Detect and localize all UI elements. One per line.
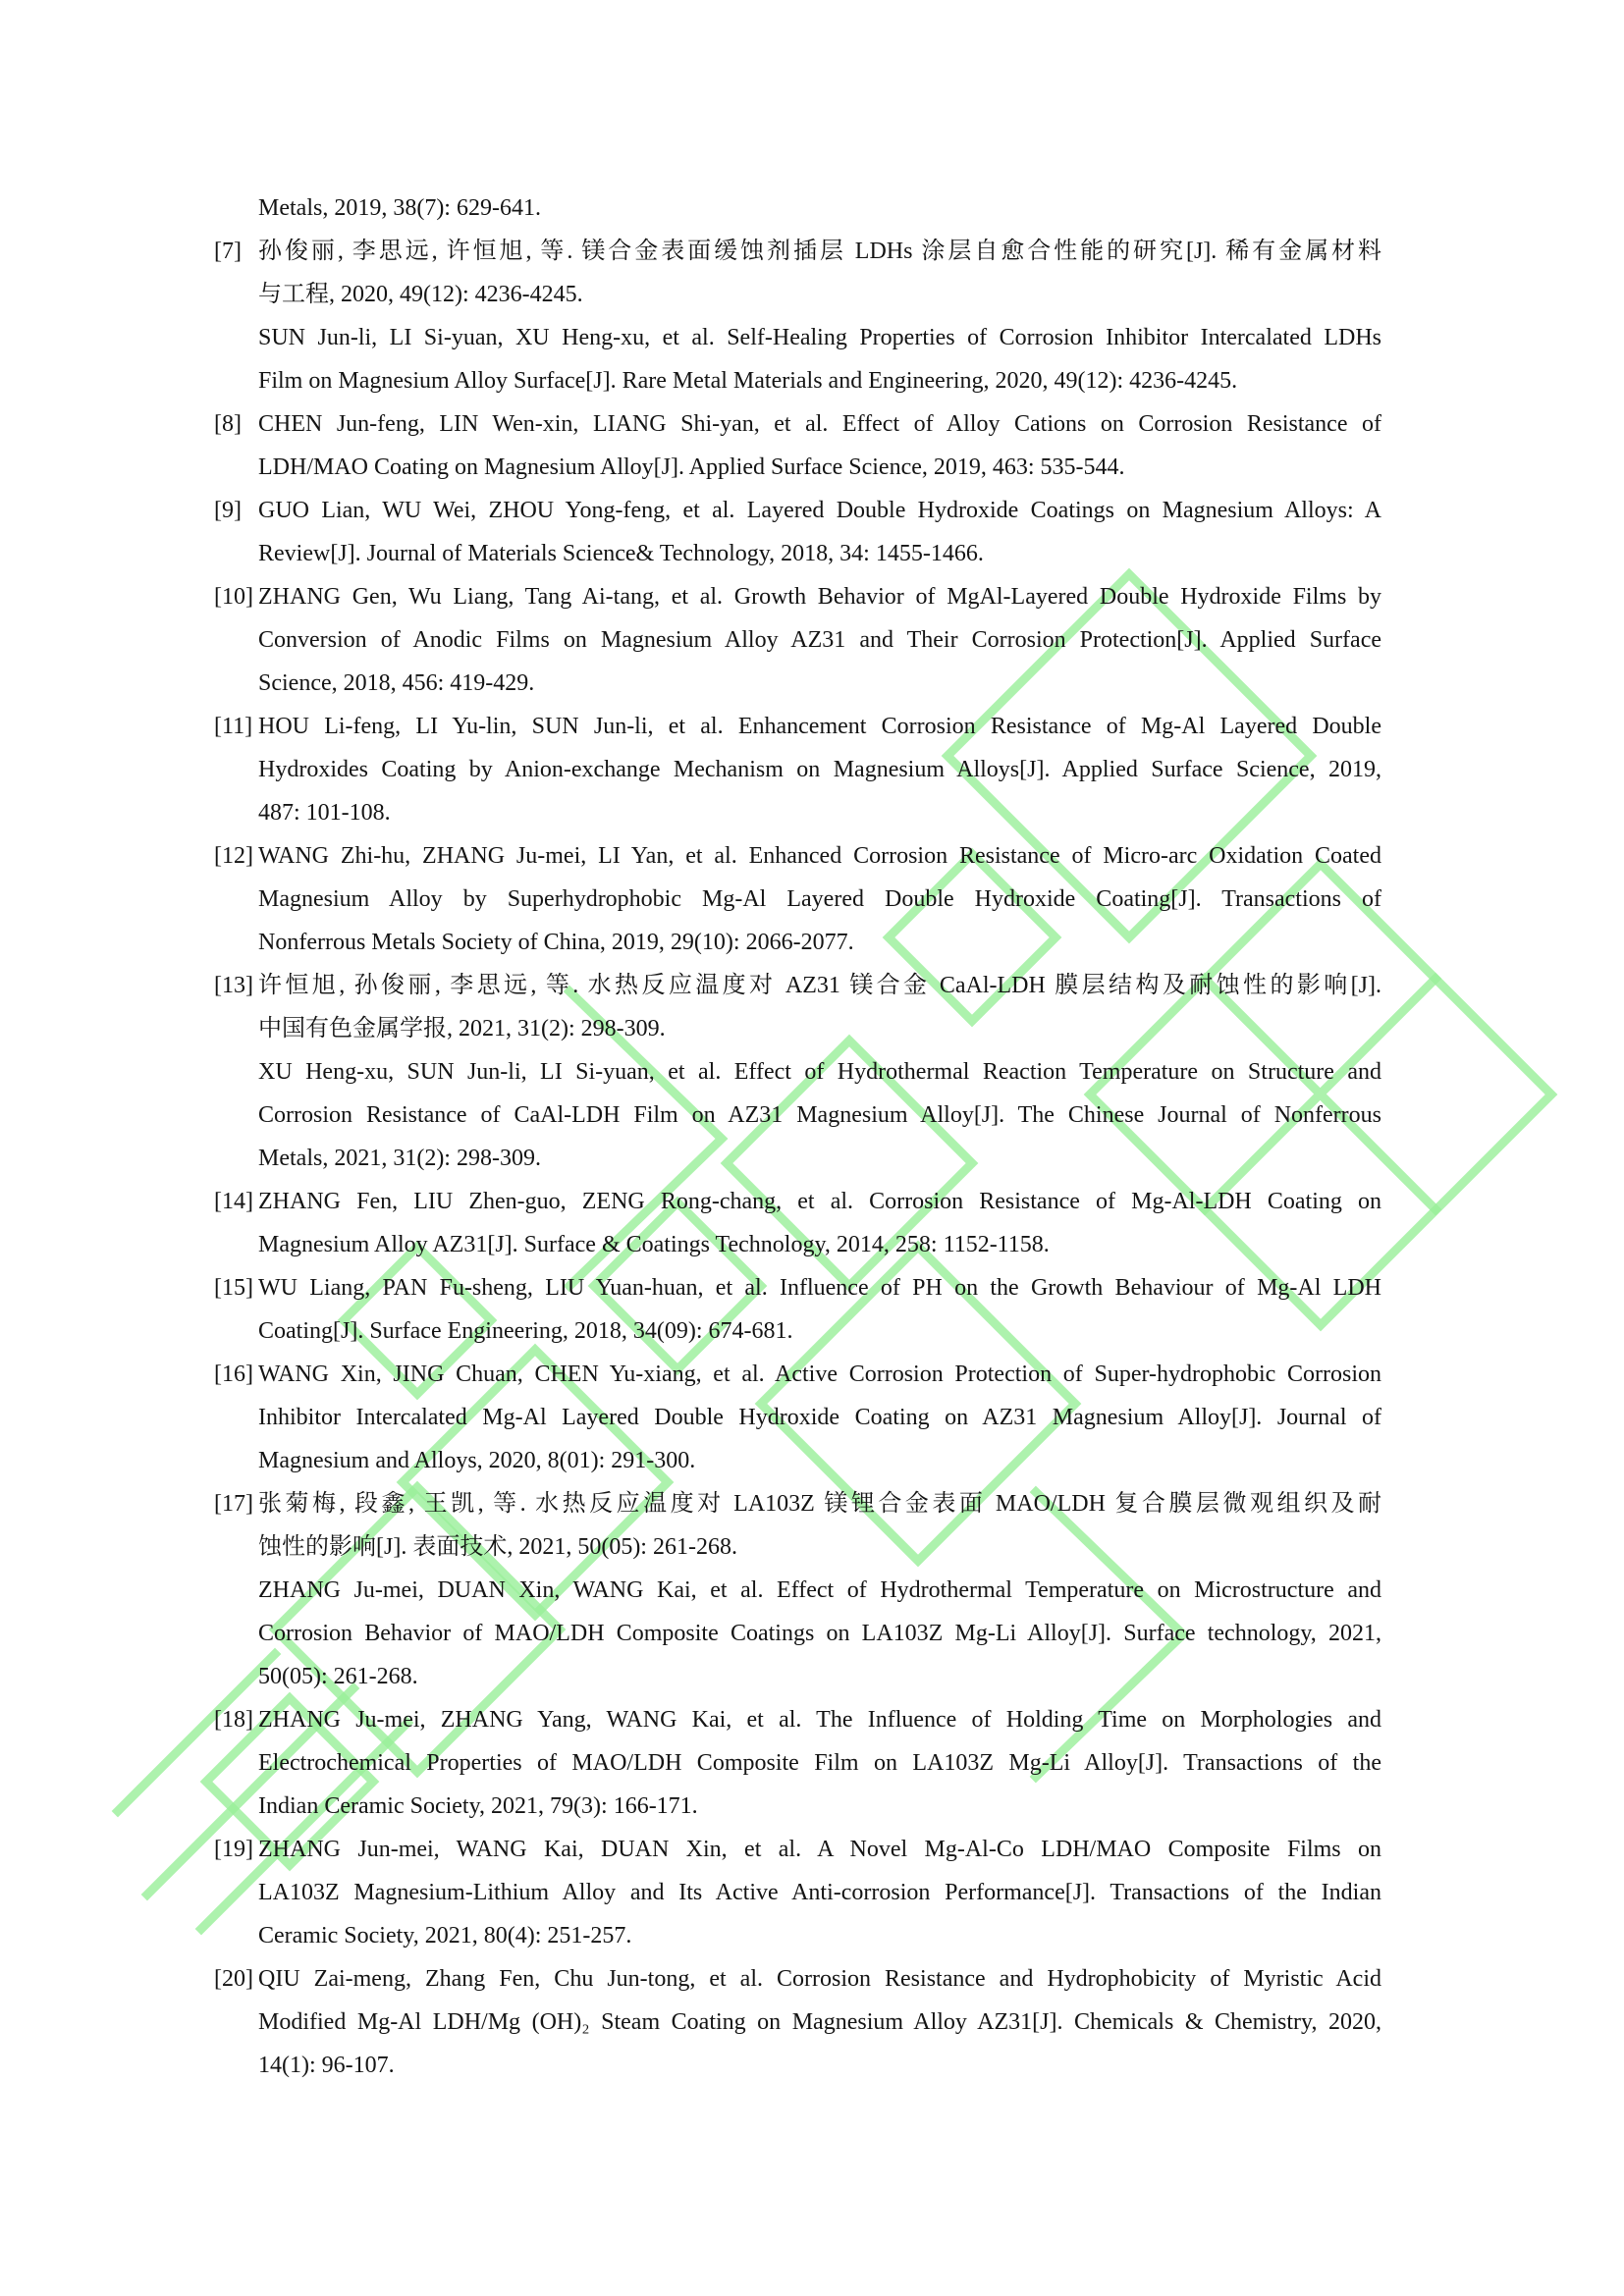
reference-line: Coating[J]. Surface Engineering, 2018, 34(09): 674-681. [258,1318,793,1344]
reference-number: [9] [214,498,242,523]
reference-line: Metals, 2021, 31(2): 298-309. [258,1146,541,1171]
reference-line: ZHANG Gen, Wu Liang, Tang Ai-tang, et al. Growth Behavior of MgAl-Layered Double Hydroxide Films by [258,584,1381,610]
reference-line: 张菊梅, 段鑫, 王凯, 等. 水热反应温度对 LA103Z 镁锂合金表面 MAO/LDH 复合膜层微观组织及耐 [258,1491,1381,1517]
reference-body [258,1828,1381,1957]
reference-line: ZHANG Ju-mei, ZHANG Yang, WANG Kai, et al. The Influence of Holding Time on Morphologies and [258,1707,1381,1733]
reference-line: WU Liang, PAN Fu-sheng, LIU Yuan-huan, et al. Influence of PH on the Growth Behaviour of Mg-Al LDH [258,1275,1381,1301]
reference-body [258,402,1381,489]
reference-line: Ceramic Society, 2021, 80(4): 251-257. [258,1923,632,1949]
reference-line: 与工程, 2020, 49(12): 4236-4245. [258,282,583,307]
reference-line: Science, 2018, 456: 419-429. [258,670,535,696]
reference-line: Hydroxides Coating by Anion-exchange Mechanism on Magnesium Alloys[J]. Applied Surface Science, 2019, [258,757,1381,782]
reference-line: QIU Zai-meng, Zhang Fen, Chu Jun-tong, et al. Corrosion Resistance and Hydrophobicity of Myristic Acid [258,1966,1381,1992]
reference-body [258,1957,1381,2087]
reference-line: LDH/MAO Coating on Magnesium Alloy[J]. Applied Surface Science, 2019, 463: 535-544. [258,454,1125,480]
reference-line: Film on Magnesium Alloy Surface[J]. Rare Metal Materials and Engineering, 2020, 49(12): 4236-4245. [258,368,1238,394]
reference-line: 中国有色金属学报, 2021, 31(2): 298-309. [258,1016,666,1041]
reference-line: Nonferrous Metals Society of China, 2019, 29(10): 2066-2077. [258,930,854,955]
reference-number: [14] [214,1189,253,1214]
reference-line: GUO Lian, WU Wei, ZHOU Yong-feng, et al. Layered Double Hydroxide Coatings on Magnesium Alloys: A [258,498,1381,523]
reference-body [258,187,1381,230]
reference-body [258,964,1381,1180]
reference-line: LA103Z Magnesium-Lithium Alloy and Its Active Anti-corrosion Performance[J]. Transactions of the Indian [258,1880,1381,1905]
reference-line: 487: 101-108. [258,800,391,826]
reference-number: [13] [214,973,253,998]
reference-item [214,964,1381,1180]
reference-item [214,1828,1381,1957]
reference-body [258,230,1381,402]
reference-item [214,187,1381,230]
reference-item [214,1266,1381,1353]
reference-line: Review[J]. Journal of Materials Science& Technology, 2018, 34: 1455-1466. [258,541,984,566]
reference-body [258,1266,1381,1353]
reference-line: WANG Xin, JING Chuan, CHEN Yu-xiang, et al. Active Corrosion Protection of Super-hydrophobic Corrosion [258,1362,1381,1387]
reference-line: ZHANG Jun-mei, WANG Kai, DUAN Xin, et al. A Novel Mg-Al-Co LDH/MAO Composite Films on [258,1837,1381,1862]
reference-number: [11] [214,714,253,739]
reference-line: WANG Zhi-hu, ZHANG Ju-mei, LI Yan, et al. Enhanced Corrosion Resistance of Micro-arc Oxidation Coated [258,843,1381,869]
reference-line: XU Heng-xu, SUN Jun-li, LI Si-yuan, et al. Effect of Hydrothermal Reaction Temperature on Structure and [258,1059,1381,1085]
reference-line: 蚀性的影响[J]. 表面技术, 2021, 50(05): 261-268. [258,1534,737,1560]
reference-line: Magnesium and Alloys, 2020, 8(01): 291-300. [258,1448,696,1473]
reference-number: [19] [214,1837,253,1862]
reference-number: [12] [214,843,253,869]
reference-number: [15] [214,1275,253,1301]
reference-item [214,575,1381,705]
reference-body [258,1698,1381,1828]
reference-line: Magnesium Alloy AZ31[J]. Surface & Coatings Technology, 2014, 258: 1152-1158. [258,1232,1050,1257]
reference-item [214,1482,1381,1698]
reference-line: 14(1): 96-107. [258,2053,395,2078]
reference-body [258,1482,1381,1698]
reference-item [214,1353,1381,1482]
reference-line: ZHANG Fen, LIU Zhen-guo, ZENG Rong-chang, et al. Corrosion Resistance of Mg-Al-LDH Coating on [258,1189,1381,1214]
reference-line: ZHANG Ju-mei, DUAN Xin, WANG Kai, et al. Effect of Hydrothermal Temperature on Microstructure and [258,1577,1381,1603]
reference-line: Indian Ceramic Society, 2021, 79(3): 166-171. [258,1793,698,1819]
reference-line: Inhibitor Intercalated Mg-Al Layered Double Hydroxide Coating on AZ31 Magnesium Alloy[J]. Journal of [258,1405,1381,1430]
reference-line: Corrosion Resistance of CaAl-LDH Film on AZ31 Magnesium Alloy[J]. The Chinese Journal of Nonferrous [258,1102,1381,1128]
reference-body [258,575,1381,705]
reference-body [258,834,1381,964]
reference-body [258,705,1381,834]
reference-line: HOU Li-feng, LI Yu-lin, SUN Jun-li, et al. Enhancement Corrosion Resistance of Mg-Al Layered Double [258,714,1381,739]
reference-number: [20] [214,1966,253,1992]
reference-line: CHEN Jun-feng, LIN Wen-xin, LIANG Shi-yan, et al. Effect of Alloy Cations on Corrosion Resistance of [258,411,1381,437]
reference-item [214,1957,1381,2087]
reference-line: Conversion of Anodic Films on Magnesium Alloy AZ31 and Their Corrosion Protection[J]. Applied Surface [258,627,1381,653]
reference-line: Corrosion Behavior of MAO/LDH Composite Coatings on LA103Z Mg-Li Alloy[J]. Surface technology, 2021, [258,1621,1381,1646]
reference-number: [17] [214,1491,253,1517]
reference-item [214,402,1381,489]
reference-item [214,705,1381,834]
reference-body [258,1180,1381,1266]
reference-number: [7] [214,239,242,264]
reference-line: Metals, 2019, 38(7): 629-641. [258,195,541,221]
reference-list [214,187,1381,2087]
reference-line: Magnesium Alloy by Superhydrophobic Mg-Al Layered Double Hydroxide Coating[J]. Transactions of [258,886,1381,912]
reference-line: Electrochemical Properties of MAO/LDH Composite Film on LA103Z Mg-Li Alloy[J]. Transactions of the [258,1750,1381,1776]
reference-number: [8] [214,411,242,437]
reference-item [214,834,1381,964]
reference-item [214,230,1381,402]
reference-item [214,1698,1381,1828]
reference-body [258,1353,1381,1482]
reference-line: 孙俊丽, 李思远, 许恒旭, 等. 镁合金表面缓蚀剂插层 LDHs 涂层自愈合性能的研究[J]. 稀有金属材料 [258,239,1381,264]
reference-line: SUN Jun-li, LI Si-yuan, XU Heng-xu, et al. Self-Healing Properties of Corrosion Inhibitor Intercalated LDHs [258,325,1381,350]
reference-number: [18] [214,1707,253,1733]
reference-number: [16] [214,1362,253,1387]
reference-line: 许恒旭, 孙俊丽, 李思远, 等. 水热反应温度对 AZ31 镁合金 CaAl-LDH 膜层结构及耐蚀性的影响[J]. [258,973,1381,998]
reference-line: 50(05): 261-268. [258,1664,418,1689]
reference-number: [10] [214,584,253,610]
reference-line: Modified Mg-Al LDH/Mg (OH)₂ Steam Coating on Magnesium Alloy AZ31[J]. Chemicals & Chemistry, 2020, [258,2009,1381,2035]
reference-item [214,489,1381,575]
reference-item [214,1180,1381,1266]
reference-body [258,489,1381,575]
